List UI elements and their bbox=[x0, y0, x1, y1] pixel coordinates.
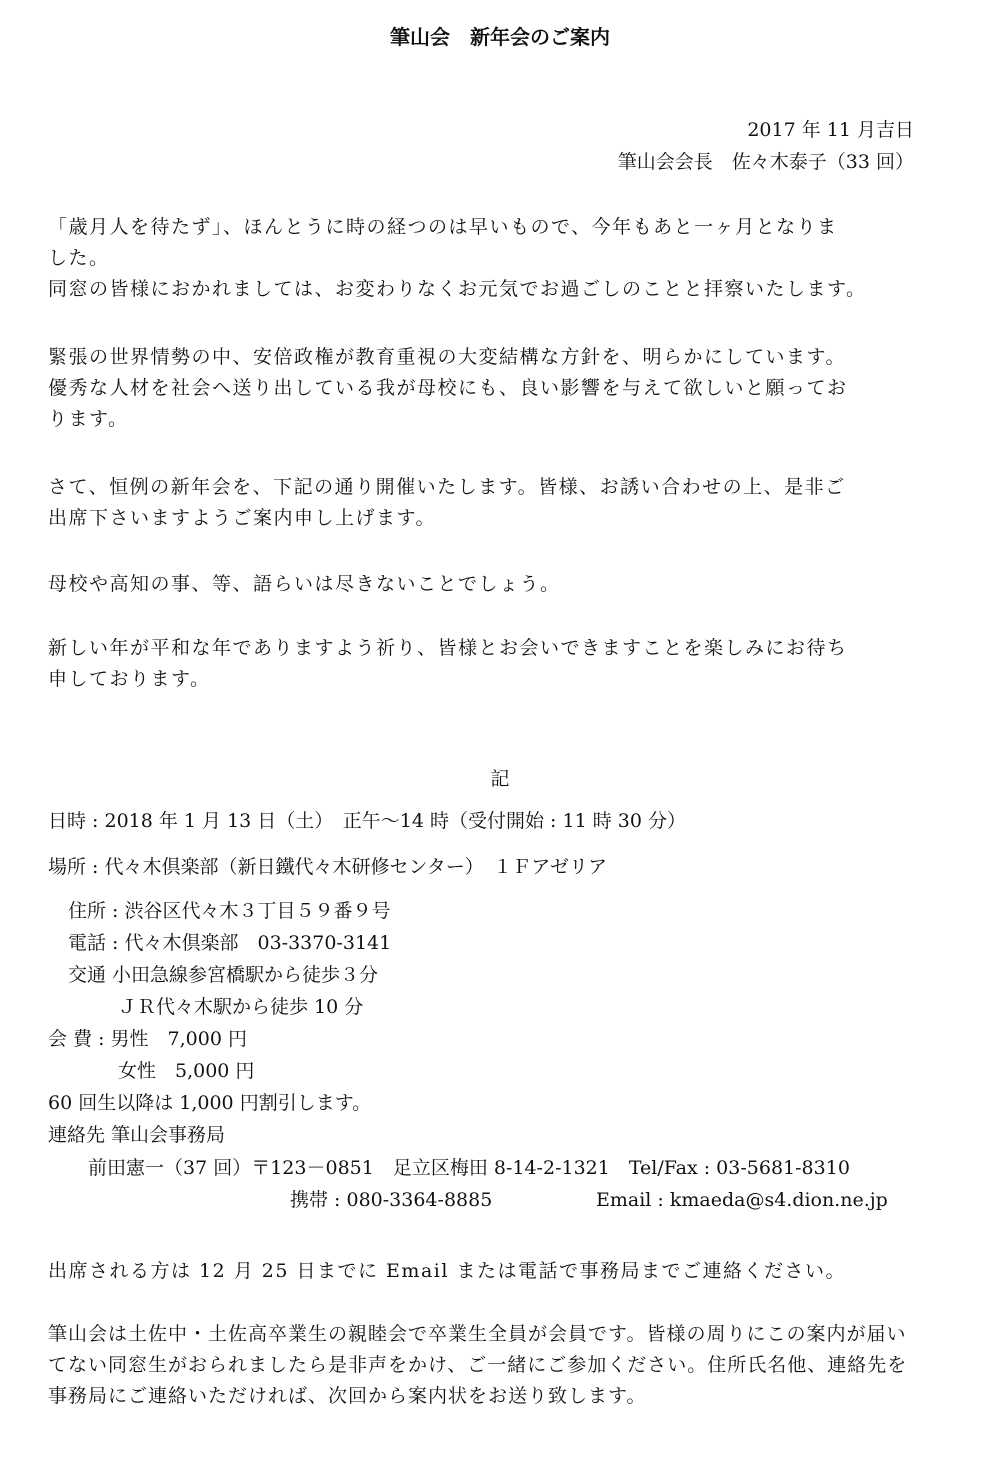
text-line: 母校や高知の事、等、語らいは尽きないことでしょう。 bbox=[48, 573, 561, 595]
text-line: ります。 bbox=[48, 408, 129, 430]
paragraph-conversation bbox=[48, 569, 938, 600]
text-line: 事務局にご連絡いただければ、次回から案内状をお送り致します。 bbox=[48, 1385, 647, 1407]
paragraph-invitation bbox=[48, 472, 938, 534]
paragraph-greeting bbox=[48, 212, 938, 305]
issue-date: 2017 年 11 月吉日 bbox=[747, 119, 914, 141]
text-line: した。 bbox=[48, 247, 110, 269]
text-line: 筆山会は土佐中・土佐高卒業生の親睦会で卒業生全員が会員です。皆様の周りにこの案内が届い bbox=[48, 1323, 907, 1345]
contact-email: Email : kmaeda@s4.dion.ne.jp bbox=[596, 1189, 888, 1211]
access-odakyu: 交通 小田急線参宮橋駅から徒歩３分 bbox=[68, 964, 379, 986]
fee-male: 会 費 : 男性 7,000 円 bbox=[48, 1028, 247, 1050]
contact-mobile: 携帯 : 080-3364-8885 bbox=[290, 1189, 493, 1211]
sender-name: 筆山会会長 佐々木泰子（33 回） bbox=[617, 151, 914, 173]
fee-discount: 60 回生以降は 1,000 円割引します。 bbox=[48, 1092, 372, 1114]
contact-person: 前田憲一（37 回）〒123－0851 足立区梅田 8-14-2-1321 Tel/Fax : 03-5681-8310 bbox=[88, 1157, 850, 1179]
text-line: 出席下さいますようご案内申し上げます。 bbox=[48, 507, 436, 529]
event-address: 住所 : 渋谷区代々木３丁目５９番９号 bbox=[68, 900, 391, 922]
contact-label: 連絡先 筆山会事務局 bbox=[48, 1124, 226, 1146]
text-line: 申しております。 bbox=[48, 668, 211, 690]
association-note bbox=[48, 1319, 938, 1412]
text-line: 新しい年が平和な年でありますよう祈り、皆様とお会いできますことを楽しみにお待ち bbox=[48, 637, 848, 659]
text-line: 緊張の世界情勢の中、安倍政権が教育重視の大変結構な方針を、明らかにしています。 bbox=[48, 346, 846, 368]
fee-female: 女性 5,000 円 bbox=[118, 1060, 255, 1082]
page-title: 筆山会 新年会のご案内 bbox=[390, 25, 610, 49]
rsvp-note bbox=[48, 1256, 938, 1287]
access-jr: ＪＲ代々木駅から徒歩 10 分 bbox=[118, 996, 364, 1018]
event-datetime: 日時 : 2018 年 1 月 13 日（土） 正午～14 時（受付開始 : 11 時 30 分） bbox=[48, 810, 686, 832]
event-place: 場所 : 代々木倶楽部（新日鐵代々木研修センター） １Ｆアゼリア bbox=[48, 856, 608, 878]
ki-heading: 記 bbox=[490, 768, 510, 790]
text-line: てない同窓生がおられましたら是非声をかけ、ご一緒にご参加ください。住所氏名他、連絡先を bbox=[48, 1354, 908, 1376]
text-line: 出席される方は 12 月 25 日までに Email または電話で事務局までご連絡ください。 bbox=[48, 1260, 846, 1282]
text-line: 同窓の皆様におかれましては、お変わりなくお元気でお過ごしのことと拝察いたします。 bbox=[48, 278, 867, 300]
event-phone: 電話 : 代々木倶楽部 03-3370-3141 bbox=[68, 932, 392, 954]
paragraph-situation bbox=[48, 342, 938, 435]
paragraph-closing bbox=[48, 633, 938, 695]
text-line: 「歳月人を待たず」、ほんとうに時の経つのは早いもので、今年もあと一ヶ月となりま bbox=[48, 216, 838, 238]
text-line: 優秀な人材を社会へ送り出している我が母校にも、良い影響を与えて欲しいと願ってお bbox=[48, 377, 848, 399]
text-line: さて、恒例の新年会を、下記の通り開催いたします。皆様、お誘い合わせの上、是非ご bbox=[48, 476, 846, 498]
